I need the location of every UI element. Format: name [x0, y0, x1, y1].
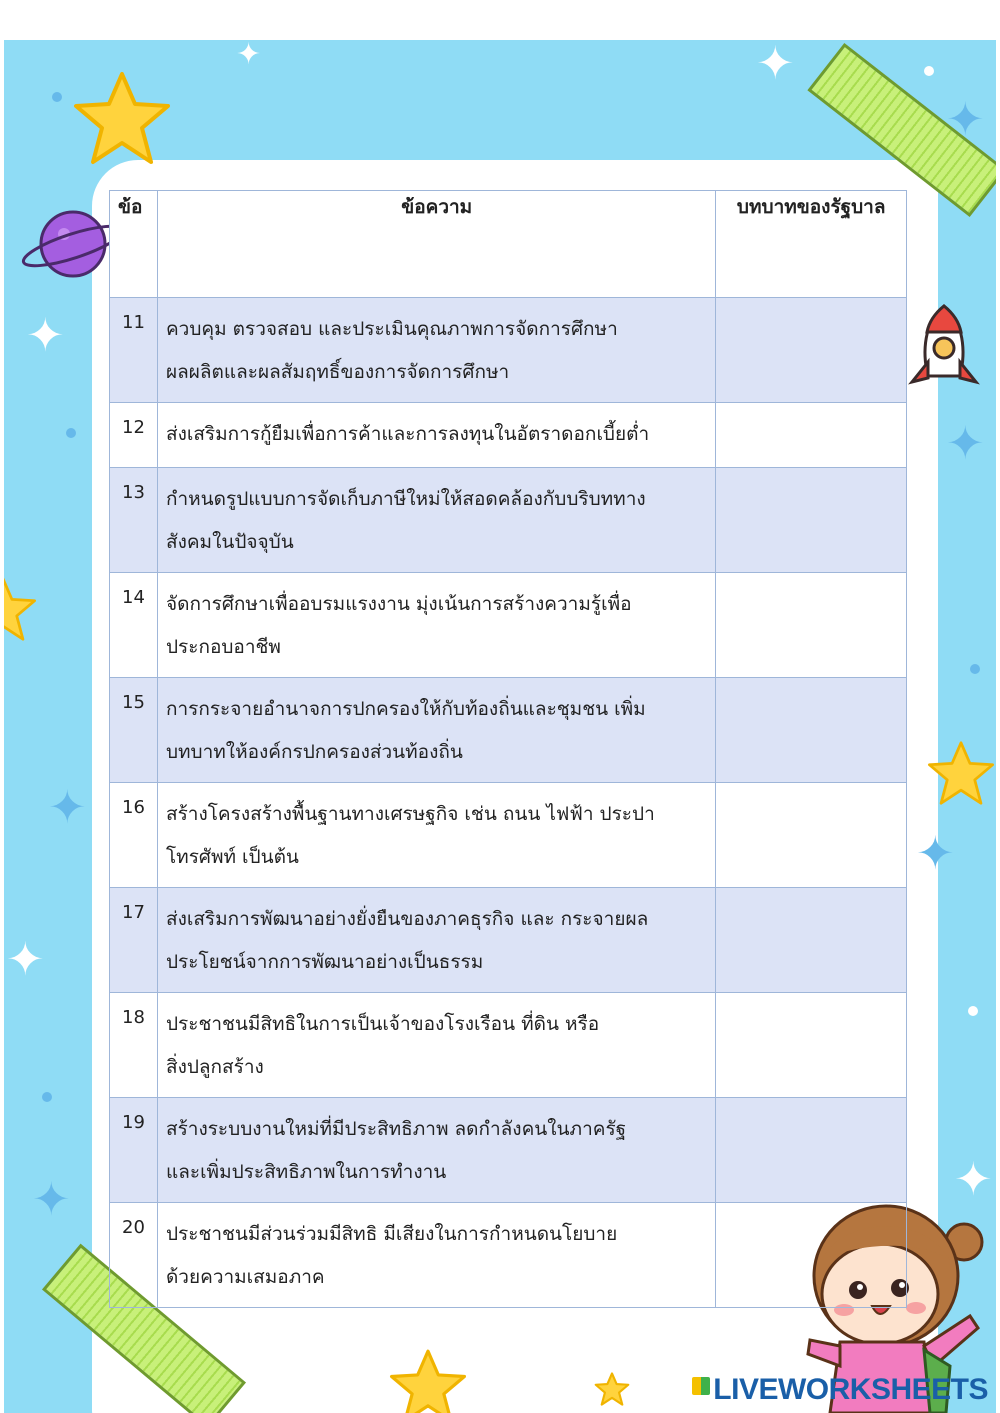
- dot-decoration: [66, 428, 76, 438]
- table-row: [110, 1098, 907, 1203]
- star-icon: [388, 1348, 468, 1413]
- dot-decoration: [924, 66, 934, 76]
- sparkle-icon: ✦: [32, 1172, 71, 1226]
- role-answer-cell[interactable]: [716, 993, 907, 1098]
- table-row: [110, 783, 907, 888]
- statement-line: โทรศัพท์ เป็นต้น: [165, 846, 299, 868]
- table-row: [110, 468, 907, 573]
- sparkle-icon: ✦: [946, 92, 985, 146]
- table-row: [110, 298, 907, 403]
- statement-line: ประชาชนมีส่วนร่วมมีสิทธิ มีเสียงในการกำหนดนโยบาย: [165, 1223, 618, 1245]
- row-number: 12: [110, 403, 158, 468]
- dot-decoration: [968, 1006, 978, 1016]
- star-icon: [4, 576, 38, 642]
- row-number: 18: [110, 993, 158, 1098]
- star-icon: [594, 1372, 630, 1406]
- role-answer-cell[interactable]: [716, 403, 907, 468]
- dot-decoration: [52, 92, 62, 102]
- sparkle-icon: ✦: [946, 416, 985, 470]
- statement-line: ส่งเสริมการพัฒนาอย่างยั่งยืนของภาคธุรกิจ และ กระจายผล: [165, 908, 649, 930]
- role-answer-cell[interactable]: [716, 1203, 907, 1308]
- role-answer-cell[interactable]: [716, 1098, 907, 1203]
- statement-line: จัดการศึกษาเพื่ออบรมแรงงาน มุ่งเน้นการสร้างความรู้เพื่อ: [165, 593, 632, 615]
- role-answer-cell[interactable]: [716, 298, 907, 403]
- sparkle-icon: ✦: [954, 1152, 993, 1206]
- row-number: 19: [110, 1098, 158, 1203]
- star-icon: [72, 70, 172, 166]
- sparkle-icon: ✦: [26, 308, 65, 362]
- row-number: 17: [110, 888, 158, 993]
- table-row: [110, 888, 907, 993]
- statement-line: ผลผลิตและผลสัมฤทธิ์ของการจัดการศึกษา: [165, 361, 510, 383]
- row-number: 16: [110, 783, 158, 888]
- role-answer-cell[interactable]: [716, 678, 907, 783]
- statement-line: สร้างโครงสร้างพื้นฐานทางเศรษฐกิจ เช่น ถนน ไฟฟ้า ประปา: [165, 803, 655, 825]
- row-statement: [157, 678, 715, 783]
- statement-line: การกระจายอำนาจการปกครองให้กับท้องถิ่นและชุมชน เพิ่ม: [165, 698, 646, 720]
- statement-line: สิ่งปลูกสร้าง: [165, 1056, 264, 1078]
- table-row: [110, 573, 907, 678]
- row-statement: [157, 1098, 715, 1203]
- row-statement: [157, 1203, 715, 1308]
- role-answer-cell[interactable]: [716, 783, 907, 888]
- row-statement: [157, 468, 715, 573]
- row-number: 20: [110, 1203, 158, 1308]
- sparkle-icon: ✦: [6, 932, 45, 986]
- row-number: 15: [110, 678, 158, 783]
- header-no: ข้อ: [110, 191, 158, 298]
- table-row: [110, 403, 907, 468]
- statement-line: บทบาทให้องค์กรปกครองส่วนท้องถิ่น: [165, 741, 463, 763]
- statement-line: สังคมในปัจจุบัน: [165, 531, 294, 553]
- statement-line: ควบคุม ตรวจสอบ และประเมินคุณภาพการจัดการศึกษา: [165, 318, 618, 340]
- header-statement: ข้อความ: [157, 191, 715, 298]
- row-statement: [157, 888, 715, 993]
- table-row: [110, 1203, 907, 1308]
- policy-table: [109, 190, 907, 1308]
- sparkle-icon: ✦: [48, 780, 87, 834]
- statement-line: ประโยชน์จากการพัฒนาอย่างเป็นธรรม: [165, 951, 484, 973]
- header-role: บทบาทของรัฐบาล: [716, 191, 907, 298]
- sparkle-icon: ✦: [236, 40, 262, 72]
- row-statement: [157, 783, 715, 888]
- rocket-icon: [904, 302, 984, 402]
- sparkle-icon: ✦: [756, 40, 795, 90]
- row-number: 13: [110, 468, 158, 573]
- table-row: [110, 993, 907, 1098]
- table-header-row: [110, 191, 907, 298]
- statement-line: สร้างระบบงานใหม่ที่มีประสิทธิภาพ ลดกำลังคนในภาครัฐ: [165, 1118, 627, 1140]
- row-number: 11: [110, 298, 158, 403]
- dot-decoration: [970, 664, 980, 674]
- role-answer-cell[interactable]: [716, 888, 907, 993]
- row-statement: [157, 993, 715, 1098]
- row-statement: [157, 403, 715, 468]
- role-answer-cell[interactable]: [716, 573, 907, 678]
- row-statement: [157, 298, 715, 403]
- statement-line: กำหนดรูปแบบการจัดเก็บภาษีใหม่ให้สอดคล้องกับบริบททาง: [165, 488, 646, 510]
- row-statement: [157, 573, 715, 678]
- statement-line: และเพิ่มประสิทธิภาพในการทำงาน: [165, 1161, 447, 1183]
- statement-line: ด้วยความเสมอภาค: [165, 1266, 325, 1288]
- statement-line: ส่งเสริมการกู้ยืมเพื่อการค้าและการลงทุนในอัตราดอกเบี้ยต่ำ: [165, 423, 650, 445]
- row-number: 14: [110, 573, 158, 678]
- sparkle-icon: ✦: [916, 826, 955, 880]
- statement-line: ประกอบอาชีพ: [165, 636, 281, 658]
- liveworksheets-logo: LIVEWORKSHEETS: [692, 1373, 988, 1407]
- dot-decoration: [42, 1092, 52, 1102]
- statement-line: ประชาชนมีสิทธิในการเป็นเจ้าของโรงเรือน ที่ดิน หรือ: [165, 1013, 600, 1035]
- star-icon: [926, 740, 996, 806]
- role-answer-cell[interactable]: [716, 468, 907, 573]
- table-row: [110, 678, 907, 783]
